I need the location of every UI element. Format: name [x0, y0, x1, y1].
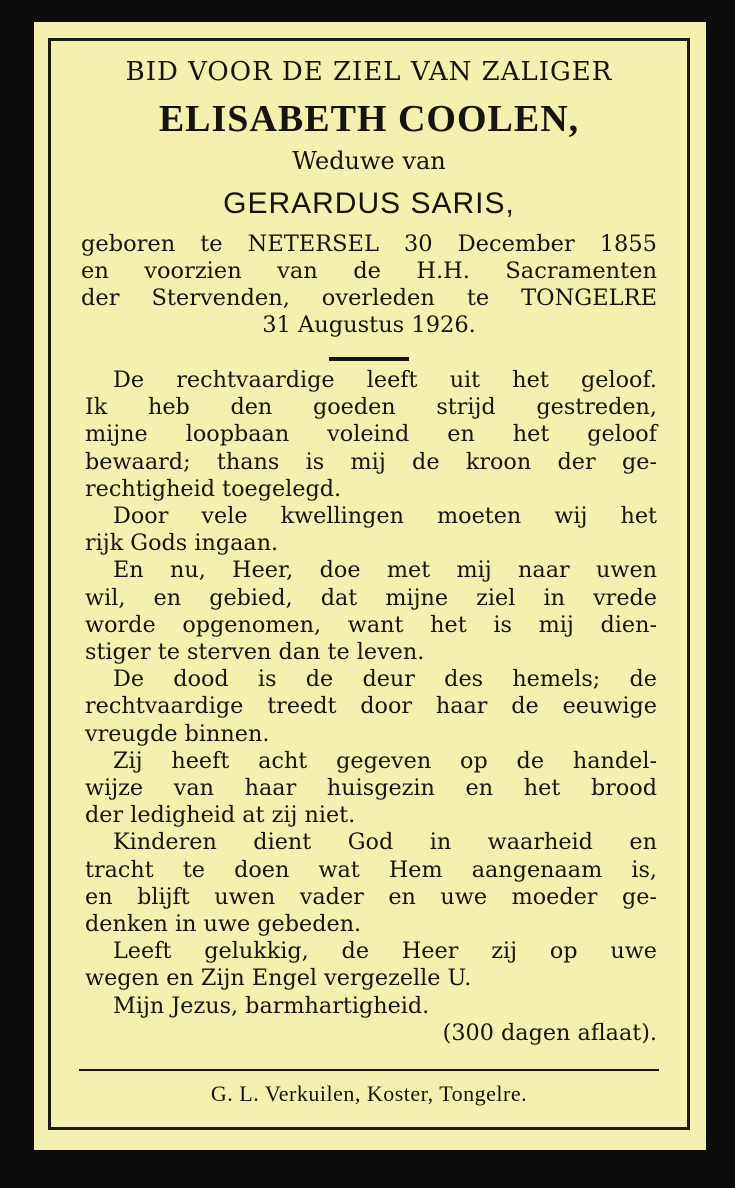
intro-line: der Stervenden, overleden te TONGELRE [81, 285, 657, 311]
intro-line: en voorzien van de H.H. Sacramenten [81, 258, 657, 284]
prayer-line: tracht te doen wat Hem aangenaam is, [85, 856, 657, 883]
prayer-card [34, 22, 706, 1150]
prayer-line: bewaard; thans is mij de kroon der ge- [85, 448, 657, 475]
invocation-heading: BID VOOR DE ZIEL VAN ZALIGER [125, 57, 613, 87]
deceased-name: ELISABETH COOLEN, [158, 98, 580, 140]
prayer-line: denken in uwe gebeden. [85, 911, 362, 938]
card-border-frame [48, 38, 690, 1130]
prayer-line: En nu, Heer, doe met mij naar uwen [113, 557, 657, 584]
biographical-intro [81, 231, 657, 339]
prayer-line: en blijft uwen vader en uwe moeder ge- [85, 883, 657, 910]
prayer-line: rijk Gods ingaan. [85, 530, 279, 557]
intro-line: 31 Augustus 1926. [262, 312, 476, 338]
prayer-line: stiger te sterven dan te leven. [85, 639, 425, 666]
prayer-line: wegen en Zijn Engel vergezelle U. [85, 965, 472, 992]
prayer-line: Door vele kwellingen moeten wij het [113, 503, 657, 530]
prayer-line: rechtvaardige treedt door haar de eeuwige [85, 693, 657, 720]
prayer-line: rechtigheid toegelegd. [85, 475, 342, 502]
prayer-text [85, 367, 657, 1047]
intro-line: geboren te NETERSEL 30 December 1855 [81, 231, 657, 257]
footer-rule [79, 1069, 659, 1071]
prayer-line: De rechtvaardige leeft uit het geloof. [113, 367, 657, 393]
prayer-line: worde opgenomen, want het is mij dien- [85, 611, 657, 638]
relation-text: Weduwe van [292, 147, 446, 175]
prayer-line: wijze van haar huisgezin en het brood [85, 775, 657, 802]
prayer-line: Mijn Jezus, barmhartigheid. [113, 992, 430, 1019]
prayer-line: mijne loopbaan voleind en het geloof [85, 421, 657, 448]
separator-rule [329, 357, 409, 361]
prayer-line: der ledigheid at zij niet. [85, 802, 356, 829]
prayer-line: vreugde binnen. [85, 720, 270, 747]
printer-credit: G. L. Verkuilen, Koster, Tongelre. [210, 1081, 528, 1106]
prayer-line: De dood is de deur des hemels; de [113, 666, 657, 693]
prayer-line: Ik heb den goeden strijd gestreden, [85, 394, 657, 421]
prayer-line: Kinderen dient God in waarheid en [113, 829, 657, 856]
prayer-line: Zij heeft acht gegeven op de handel- [113, 747, 657, 774]
spouse-name: GERARDUS SARIS, [223, 187, 515, 220]
prayer-line: wil, en gebied, dat mijne ziel in vrede [85, 584, 657, 611]
prayer-line: Leeft gelukkig, de Heer zij op uwe [113, 938, 657, 965]
indulgence-note: (300 dagen aflaat). [442, 1019, 657, 1046]
